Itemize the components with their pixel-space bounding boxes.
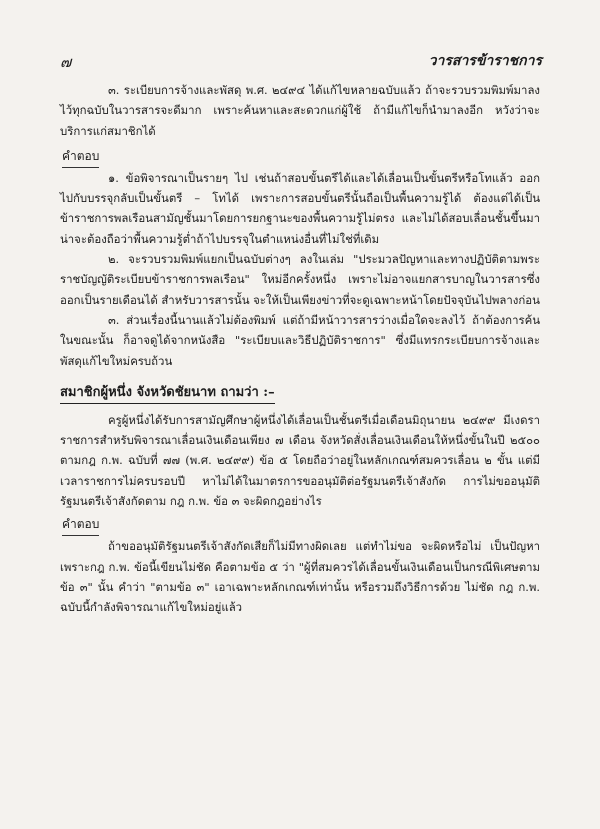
answer-label-2: คำตอบ xyxy=(62,515,99,536)
answer-paragraph-2: ๒. จะรวบรวมพิมพ์แยกเป็นฉบับต่างๆ ลงในเล่ม "ประมวลปัญหาและทางปฏิบัติตามพระราชบัญญัติระเบียบข้าราชการพลเรือน" ใหม่อีกครั้งหนึ่ง เพราะไม่อาจแยกสารบาญในวารสารซึ่งออกเป็นรายเดือนได้ สำหรับวารสารนั้น จะให้เป็นเพียงข่าวที่จะดูเฉพาะหน้าโดยปัจจุบันไปพลางก่อน xyxy=(60,252,540,307)
answer-chainat: ถ้าขออนุมัติรัฐมนตรีเจ้าสังกัดเสียก็ไม่มีทางผิดเลย แต่ทำไม่ขอ จะผิดหรือไม่ เป็นปัญหา เพราะกฎ ก.พ. ข้อนี้เขียนไม่ชัด คือตามข้อ ๕ ว่า "ผู้ที่สมควรได้เลื่อนขั้นเงินเดือนเป็นกรณีพิเศษตามข้อ ๓" นั้น คำว่า "ตามข้อ ๓" เอาเฉพาะหลักเกณฑ์เท่านั้น หรือรวมถึงวิธีการด้วย ไม่ชัด กฎ ก.พ. ฉบับนี้กำลังพิจารณาแก้ไขใหม่อยู่แล้ว xyxy=(60,539,540,615)
question-3: ๓. ระเบียบการจ้างและพัสดุ พ.ศ. ๒๔๙๔ ได้แก้ไขหลายฉบับแล้ว ถ้าจะรวบรวมพิมพ์มาลงไว้ทุกฉบับในวารสารจะดีมาก เพราะค้นหาและสะดวกแก่ผู้ใช้ ถ้ามีแก้ไขก็นำมาลงอีก หวังว่าจะบริการแก่สมาชิกได้ xyxy=(60,83,540,138)
page-number: ๗ xyxy=(60,53,72,71)
question-chainat: ครูผู้หนึ่งได้รับการสามัญศึกษาผู้หนึ่งได้เลื่อนเป็นชั้นตรีเมื่อเดือนมิถุนายน ๒๔๙๙ มีเงดราราชการสำหรับพิจารณาเลื่อนเงินเดือนเพียง ๗ เดือน จังหวัดสั่งเลื่อนเงินเดือนให้หนึ่งขั้นในปี ๒๕๐๐ ตามกฎ ก.พ. ฉบับที่ ๗๗ (พ.ศ. ๒๔๙๙) ข้อ ๕ โดยถือว่าอยู่ในหลักเกณฑ์สมควรเลื่อน ๒ ขั้น แต่มีเวลาราชการไม่ครบรอบปี หาไม่ได้ในมาตรการขออนุมัติต่อรัฐมนตรีเจ้าสังกัด การไม่ขออนุมัติรัฐมนตรีเจ้าสังกัดตาม กฎ ก.พ. ข้อ ๓ จะผิดกฎอย่างไร xyxy=(60,412,540,509)
answer-paragraph-1: ๑. ข้อพิจารณาเป็นรายๆ ไป เช่นถ้าสอบขั้นตรีได้และได้เลื่อนเป็นขั้นตรีหรือโทแล้ว ออกไปกับบรรจุกลับเป็นขั้นตรี – โทได้ เพราะการสอบขั้นตรีนั้นถือเป็นพื้นความรู้ได้ ต้องแต่ได้เป็นข้าราชการพลเรือนสามัญชั้นมาโดยการยกฐานะของพื้นความรู้ไม่ตรง และไม่ได้สอบเลื่อนชั้นขึ้นมา น่าจะต้องถือว่าพื้นความรู้ต่ำถ้าไปบรรจุในตำแหน่งอื่นที่ไม่ใช่ที่เดิม xyxy=(60,170,540,246)
page-body xyxy=(60,80,540,618)
answer-paragraph-3: ๓. ส่วนเรื่องนี้นานแล้วไม่ต้องพิมพ์ แต่ถ้ามีหน้าวารสารว่างเมื่อใดจะลงไว้ ถ้าต้องการค้นในขณะนั้น ก็อาจดูได้จากหนังสือ "ระเบียบและวิธีปฏิบัติราชการ" ซึ่งมีแทรกระเบียบการจ้างและพัสดุแก้ไขใหม่ครบถ้วน xyxy=(60,312,540,368)
running-header-title: วารสารข้าราชการ xyxy=(428,53,542,69)
section-heading: สมาชิกผู้หนึ่ง จังหวัดชัยนาท ถามว่า :– xyxy=(60,381,275,404)
answer-label: คำตอบ xyxy=(62,147,99,168)
